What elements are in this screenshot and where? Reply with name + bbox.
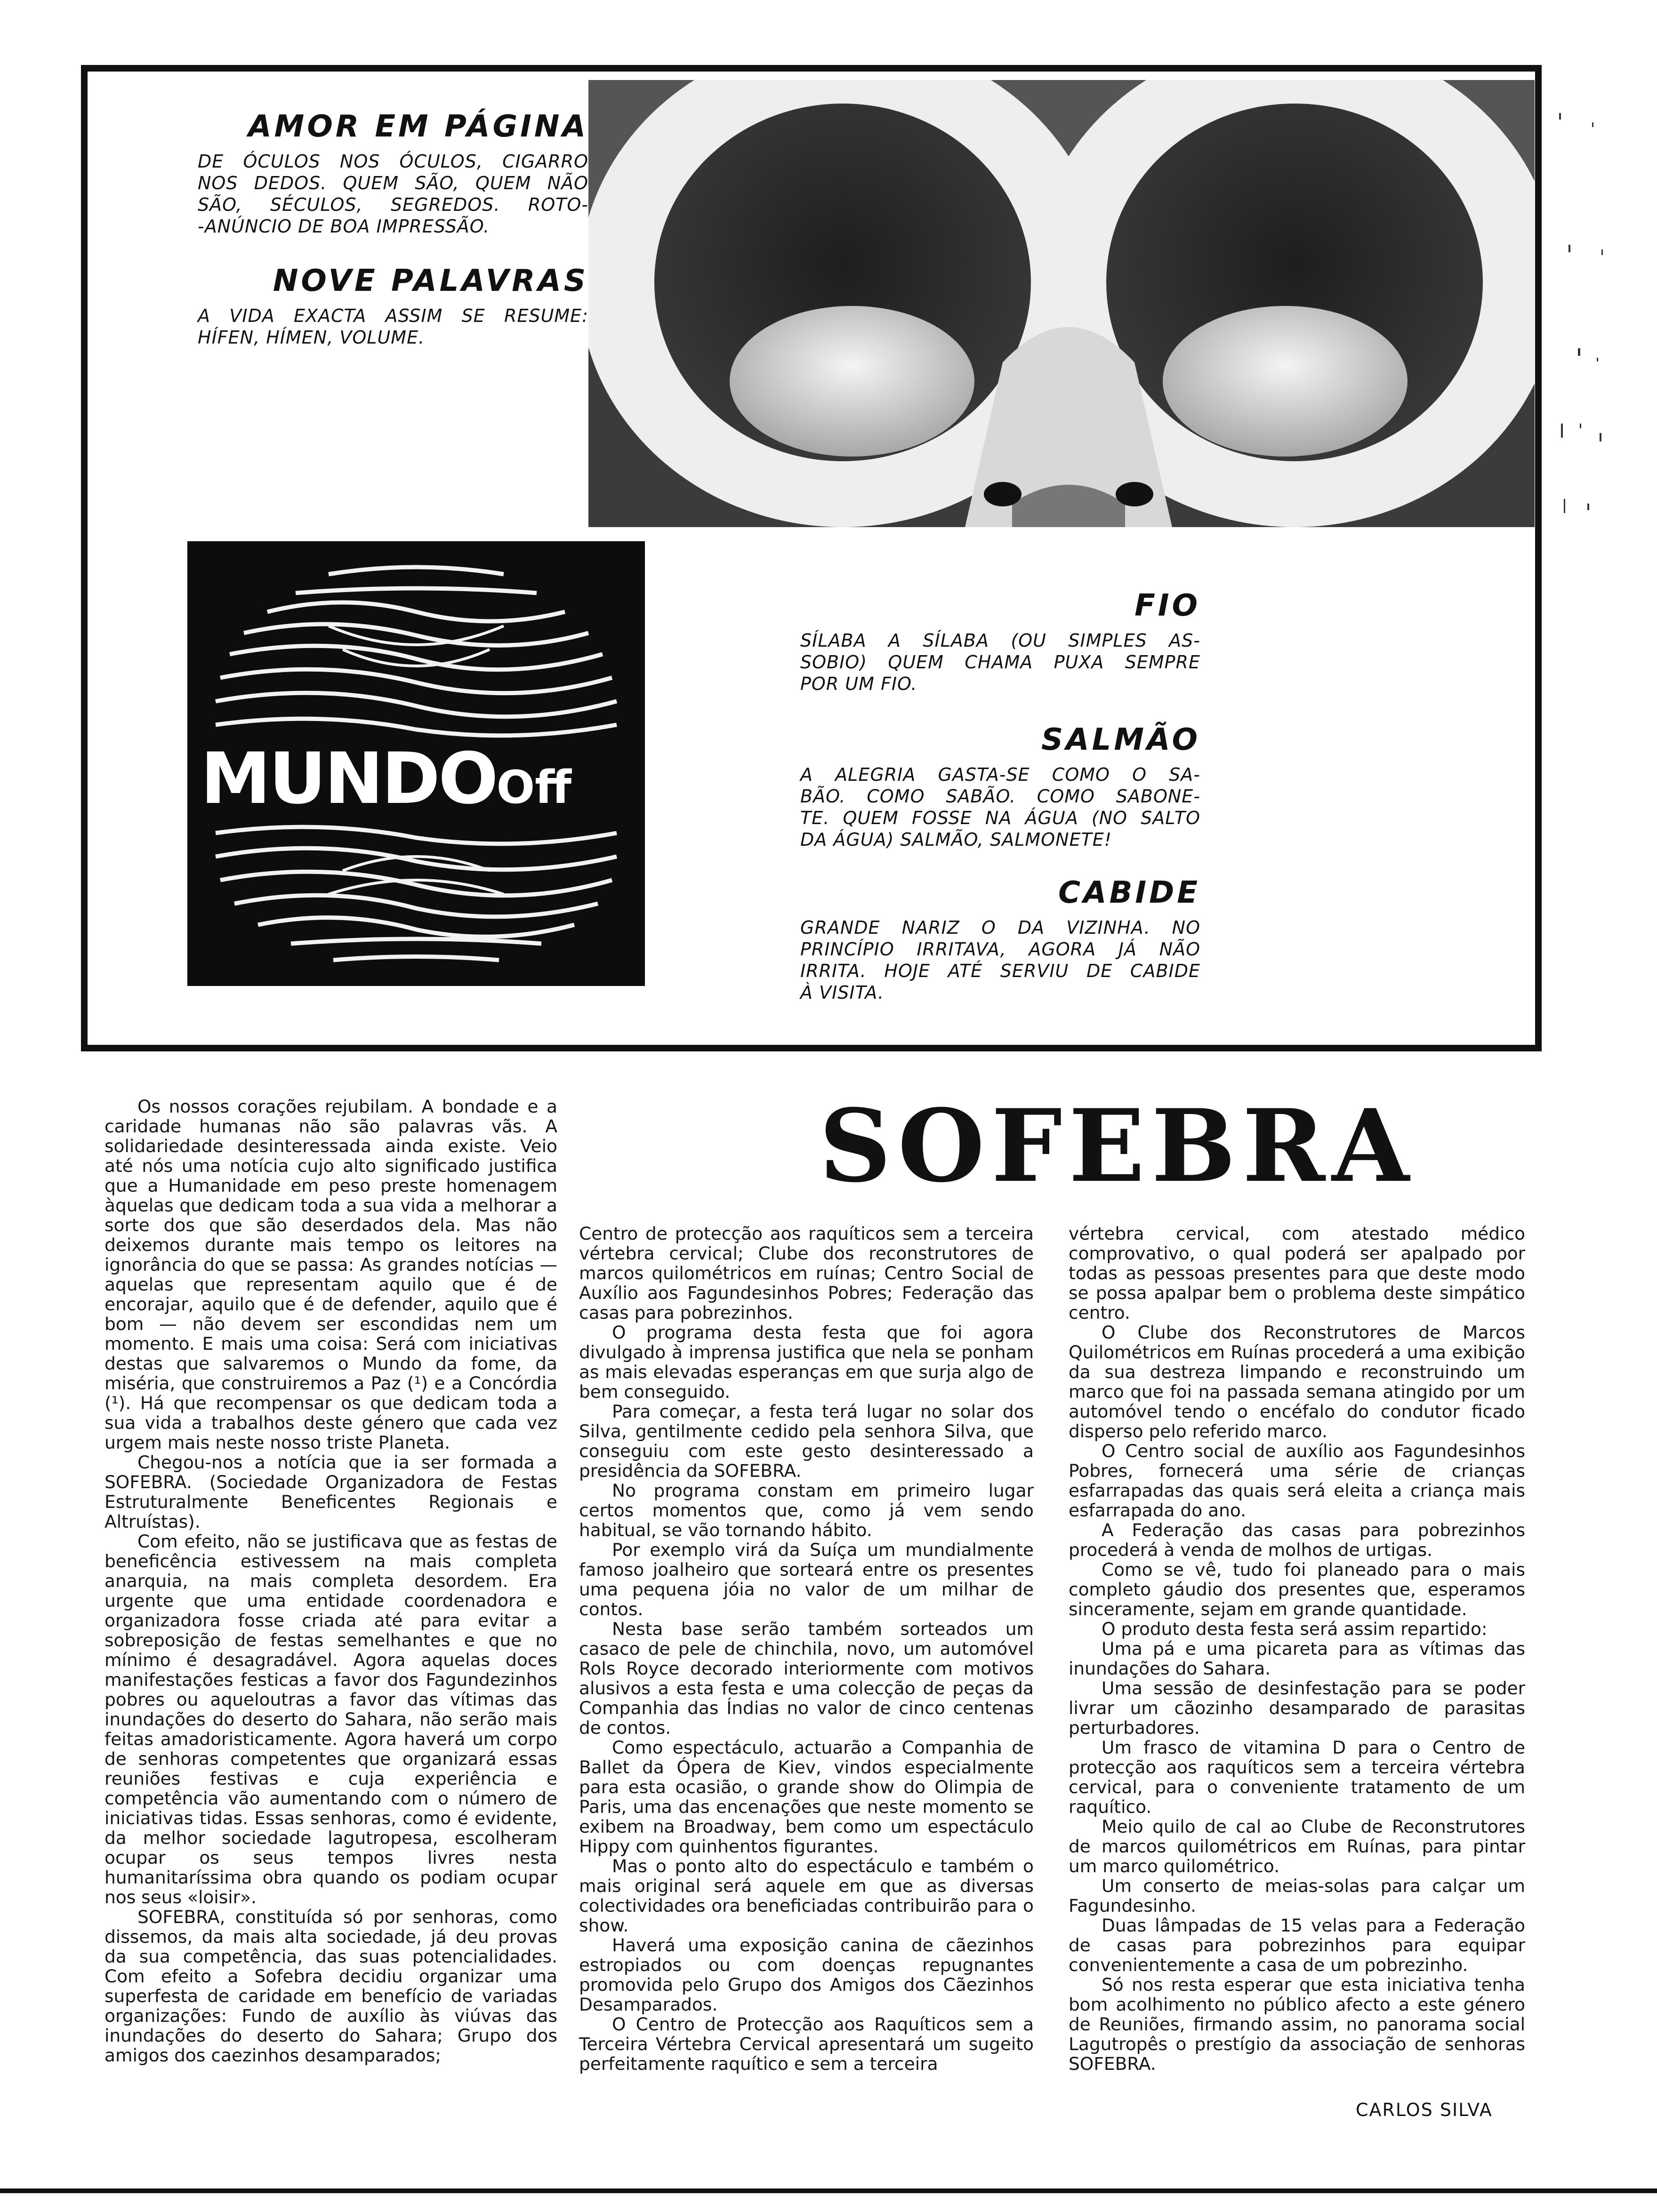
article-paragraph: Centro de protecção aos raquíticos sem a terceira vértebra cervical; Clube dos reconstrutores de marcos quilométricos em ruínas; Centro Social de Auxílio aos Fagundesinhos Pobres; Federação das casas para pobrezinhos. (579, 1223, 1034, 1323)
poem-text (198, 151, 588, 237)
poem-title: FIO (1134, 588, 1200, 623)
poem-line: A VIDA EXACTA ASSIM SE RESUME: (198, 305, 588, 326)
poem-text (198, 305, 588, 348)
article-paragraph: O Centro social de auxílio aos Fagundesinhos Pobres, fornecerá uma série de crianças esfarrapadas das quais será eleita a criança mais esfarrapada do ano. (1069, 1441, 1525, 1521)
box-left-rule (81, 65, 88, 1051)
article-paragraph: SOFEBRA, constituída só por senhoras, como dissemos, da mais alta sociedade, já deu provas da sua competência, das suas potencialidades. Com efeito a Sofebra decidiu organizar uma superfesta de caridade em benefício de variadas organizações: Fundo de auxílio às viúvas das inundações do deserto do Sahara; Grupo dos amigos dos caezinhos desamparados; (105, 1907, 557, 2066)
mundo-word: MUNDO (201, 738, 497, 820)
article-byline: CARLOS SILVA (1356, 2100, 1493, 2120)
article-paragraph: Haverá uma exposição canina de cãezinhos estropiados ou com doenças repugnantes promovida pelo Grupo dos Amigos dos Cãezinhos Desamparados. (579, 1935, 1034, 2015)
mundo-off-graphic (187, 541, 645, 986)
poem-line: DE ÓCULOS NOS ÓCULOS, CIGARRO (198, 151, 588, 172)
article-paragraph: vértebra cervical, com atestado médico comprovativo, o qual poderá ser apalpado por todas as pessoas presentes para que deste modo se possa apalpar bem o problema deste simpático centro. (1069, 1223, 1525, 1323)
poem-line: SÍLABA A SÍLABA (OU SIMPLES AS- (800, 630, 1200, 651)
article-paragraph: Um conserto de meias-solas para calçar um Fagundesinho. (1069, 1875, 1525, 1916)
article-paragraph: Como espectáculo, actuarão a Companhia de Ballet da Ópera de Kiev, vindos especialmente para esta ocasião, o grande show do Olimpia de Paris, uma das encenações que neste momento se exibem na Broadway, bem como um espectáculo Hippy com quinhentos figurantes. (579, 1737, 1034, 1857)
article-paragraph: No programa constam em primeiro lugar certos momentos que, como já vem sendo habitual, se vão tornando hábito. (579, 1480, 1034, 1540)
poem-line: PRINCÍPIO IRRITAVA, AGORA JÁ NÃO (800, 939, 1200, 960)
poem-line: POR UM FIO. (800, 673, 917, 694)
article-paragraph: O produto desta festa será assim repartido: (1102, 1619, 1488, 1639)
article-headline: SOFEBRA (819, 1087, 1416, 1204)
scan-edge-marks (1550, 94, 1616, 565)
article-paragraph: A Federação das casas para pobrezinhos procederá à venda de molhos de urtigas. (1069, 1520, 1525, 1560)
poem-title: AMOR EM PÁGINA (248, 109, 588, 144)
poem-fio (800, 588, 1200, 695)
article-paragraph: Os nossos corações rejubilam. A bondade e a caridade humanas não são palavras vãs. A solidariedade desinteressada ainda existe. Veio até nós uma notícia cujo alto significado justifica que a Humanidade em peso preste homenagem àquelas que dedicam toda a sua vida a melhorar a sorte dos que são deserdados dela. Mas não deixemos durante mais tempo os leitores na ignorância do que se passa: As grandes notícias — aquelas que representam aquilo que é de encorajar, aquilo que é de defender, aquilo que é bom — não devem ser escondidas nem um momento. E mais uma coisa: Será com iniciativas destas que salvaremos o Mundo da fome, da miséria, que construiremos a Paz (¹) e a Concórdia (¹). Há que recompensar os que dedicam toda a sua vida a trabalhos deste género que cada vez urgem mais neste nosso triste Planeta. (105, 1096, 557, 1453)
poem-text (800, 917, 1200, 1003)
poem-line: HÍFEN, HÍMEN, VOLUME. (198, 327, 425, 348)
mundo-off-logo (201, 739, 634, 819)
article-paragraph: Nesta base serão também sorteados um casaco de pele de chinchila, novo, um automóvel Rols Royce decorado interiormente com motivos alusivos a esta festa e uma colecção de peças da Companhia das Índias no valor de cinco centenas de contos. (579, 1619, 1034, 1738)
article-paragraph: Chegou-nos a notícia que ia ser formada a SOFEBRA. (Sociedade Organizadora de Festas Estruturalmente Beneficentes Regionais e Altruístas). (105, 1452, 557, 1532)
poem-title: SALMÃO (1041, 722, 1200, 757)
poem-text (800, 764, 1200, 850)
poem-salmao (800, 722, 1200, 850)
article-paragraph: O programa desta festa que foi agora divulgado à imprensa justifica que nela se ponham as mais elevadas esperanças em que surja algo de bem conseguido. (579, 1322, 1034, 1402)
article-column-3 (1069, 1224, 1525, 2074)
article-column-1 (105, 1097, 557, 2065)
article-paragraph: Mas o ponto alto do espectáculo e também o mais original será aquele em que as diversas colectividades ora beneficiadas contribuirão para o show. (579, 1856, 1034, 1936)
article-paragraph: Duas lâmpadas de 15 velas para a Federação de casas para pobrezinhos para equipar convenientemente a casa de um pobrezinho. (1069, 1915, 1525, 1975)
poem-line: A ALEGRIA GASTA-SE COMO O SA- (800, 764, 1200, 785)
poem-cabide (800, 875, 1200, 1003)
poem-line: TE. QUEM FOSSE NA ÁGUA (NO SALTO (800, 808, 1200, 828)
poem-title: NOVE PALAVRAS (273, 264, 588, 298)
poem-nove (198, 264, 588, 348)
poem-title: CABIDE (1058, 875, 1200, 910)
poem-line: DA ÁGUA) SALMÃO, SALMONETE! (800, 829, 1112, 850)
mundo-off-suffix: Off (496, 761, 572, 814)
poem-line: BÃO. COMO SABÃO. COMO SABONE- (800, 786, 1200, 807)
poem-text (800, 630, 1200, 695)
box-bottom-rule (81, 1045, 1542, 1051)
article-paragraph: Para começar, a festa terá lugar no solar dos Silva, gentilmente cedido pela senhora Silva, que conseguiu com este gesto desinteressado a presidência da SOFEBRA. (579, 1401, 1034, 1481)
article-paragraph: O Centro de Protecção aos Raquíticos sem a Terceira Vértebra Cervical apresentará um sugeito perfeitamente raquítico e sem a terceira (579, 2014, 1034, 2074)
sunglasses-illustration (588, 80, 1535, 527)
poem-amor (198, 109, 588, 237)
box-right-rule (1535, 65, 1542, 1051)
sunglasses-photo (588, 80, 1535, 527)
article-paragraph: Um frasco de vitamina D para o Centro de protecção aos raquíticos sem a terceira vértebra cervical, para o conveniente tratamento de um raquítico. (1069, 1737, 1525, 1817)
poem-line: NOS DEDOS. QUEM SÃO, QUEM NÃO (198, 173, 588, 193)
article-paragraph: Por exemplo virá da Suíça um mundialmente famoso joalheiro que sorteará entre os presentes uma pequena jóia no valor de um milhar de contos. (579, 1539, 1034, 1619)
top-box-rule (81, 65, 1542, 72)
article-paragraph: Uma pá e uma picareta para as vítimas das inundações do Sahara. (1069, 1638, 1525, 1679)
article-paragraph: Uma sessão de desinfestação para se poder livrar um cãozinho desamparado de parasitas perturbadores. (1069, 1678, 1525, 1738)
poem-line: SÃO, SÉCULOS, SEGREDOS. ROTO- (198, 194, 588, 215)
article-paragraph: Com efeito, não se justificava que as festas de beneficência estivessem na mais completa anarquia, na mais completa desordem. Era urgente que uma entidade coordenadora e organizadora fosse criada até para evitar a sobreposição de festas semelhantes e que no mínimo é desagradável. Agora aquelas doces manifestações festicas a favor dos Fagundezinhos pobres ou aqueloutras a favor das vítimas das inundações do deserto do Sahara, não serão mais feitas amadoristicamente. Agora haverá um corpo de senhoras competentes que organizará essas reuniões festivas e cuja experiência e competência vão aumentando com o número de iniciativas tidas. Essas senhoras, como é evidente, da melhor sociedade lagutropesa, escolheram ocupar os seus tempos livres nesta humanitaríssima obra quando os podiam ocupar nos seus «loisir». (105, 1531, 557, 1907)
page-bottom-rule (0, 2188, 1657, 2193)
poem-line: IRRITA. HOJE ATÉ SERVIU DE CABIDE (800, 961, 1200, 981)
poem-line: -ANÚNCIO DE BOA IMPRESSÃO. (198, 216, 490, 237)
poem-line: GRANDE NARIZ O DA VIZINHA. NO (800, 917, 1200, 938)
poem-line: SOBIO) QUEM CHAMA PUXA SEMPRE (800, 652, 1200, 673)
poem-line: À VISITA. (800, 982, 885, 1003)
article-paragraph: Meio quilo de cal ao Clube de Reconstrutores de marcos quilométricos em Ruínas, para pintar um marco quilométrico. (1069, 1816, 1525, 1876)
article-column-2 (579, 1224, 1034, 2074)
article-paragraph: Como se vê, tudo foi planeado para o mais completo gáudio dos presentes que, esperamos sinceramente, sejam em grande quantidade. (1069, 1559, 1525, 1619)
article-paragraph: O Clube dos Reconstrutores de Marcos Quilométricos em Ruínas procederá a uma exibição da sua destreza limpando e reconstruindo um marco que foi na passada semana atingido por um automóvel tendo o encéfalo do condutor ficado disperso pelo referido marco. (1069, 1322, 1525, 1442)
article-paragraph: Só nos resta esperar que esta iniciativa tenha bom acolhimento no público afecto a este género de Reuniões, firmando assim, no panorama social Lagutropês o prestígio da associação de senhoras SOFEBRA. (1069, 1974, 1525, 2074)
